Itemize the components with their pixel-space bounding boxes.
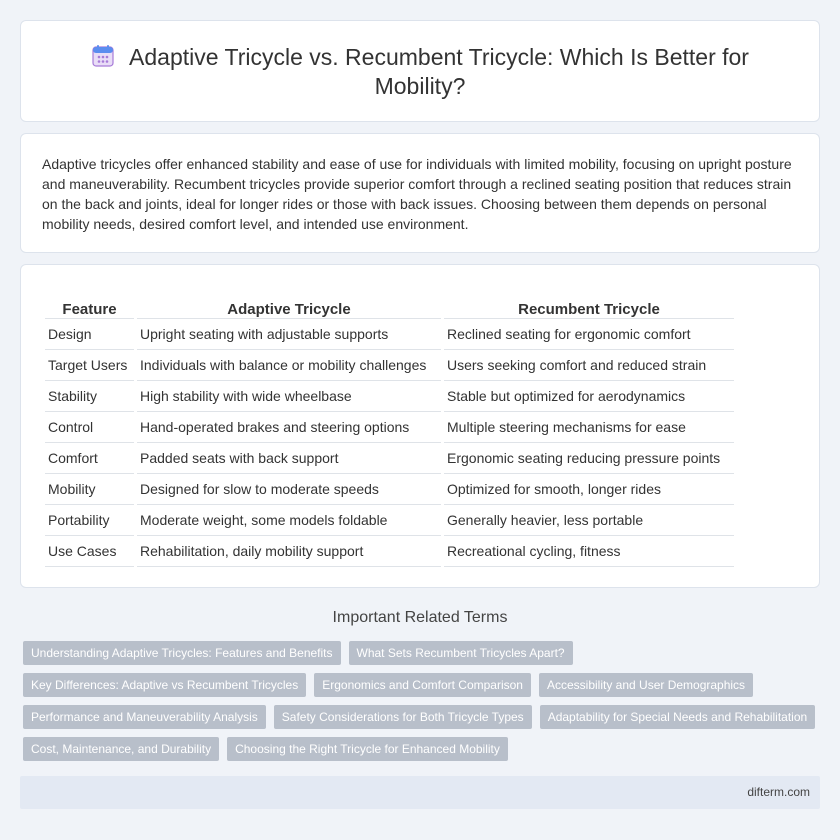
intro-card	[20, 133, 820, 253]
feature-cell: Mobility	[45, 474, 134, 505]
footer-site-link[interactable]: difterm.com	[747, 785, 810, 799]
comparison-card	[20, 264, 820, 588]
feature-cell: Target Users	[45, 350, 134, 381]
related-term-tag[interactable]: What Sets Recumbent Tricycles Apart?	[349, 641, 573, 665]
recumbent-cell: Stable but optimized for aerodynamics	[444, 381, 734, 412]
feature-cell: Control	[45, 412, 134, 443]
recumbent-cell: Generally heavier, less portable	[444, 505, 734, 536]
feature-cell: Stability	[45, 381, 134, 412]
intro-paragraph: Adaptive tricycles offer enhanced stability and ease of use for individuals with limited mobility, focusing on upright posture and maneuverability. Recumbent tricycles provide superior comfort through a reclined seating position that reduces strain on the back and joints, ideal for longer rides or those with back issues. Choosing between them depends on personal mobility needs, desired comfort level, and intended use environment.	[42, 156, 792, 232]
feature-cell: Comfort	[45, 443, 134, 474]
feature-cell: Design	[45, 319, 134, 350]
header-adaptive: Adaptive Tricycle	[137, 295, 441, 319]
recumbent-cell: Multiple steering mechanisms for ease	[444, 412, 734, 443]
related-term-tag[interactable]: Choosing the Right Tricycle for Enhanced Mobility	[227, 737, 508, 761]
adaptive-cell: Padded seats with back support	[137, 443, 441, 474]
recumbent-cell: Recreational cycling, fitness	[444, 536, 734, 567]
recumbent-cell: Optimized for smooth, longer rides	[444, 474, 734, 505]
related-term-tag[interactable]: Ergonomics and Comfort Comparison	[314, 673, 531, 697]
related-term-tag[interactable]: Adaptability for Special Needs and Rehabilitation	[540, 705, 816, 729]
related-term-tag[interactable]: Performance and Maneuverability Analysis	[23, 705, 266, 729]
title-card	[20, 20, 820, 122]
feature-cell: Use Cases	[45, 536, 134, 567]
related-term-tag[interactable]: Understanding Adaptive Tricycles: Features and Benefits	[23, 641, 341, 665]
recumbent-cell: Ergonomic seating reducing pressure points	[444, 443, 734, 474]
adaptive-cell: Rehabilitation, daily mobility support	[137, 536, 441, 567]
adaptive-cell: Upright seating with adjustable supports	[137, 319, 441, 350]
table-row	[45, 474, 734, 505]
related-term-tag[interactable]: Accessibility and User Demographics	[539, 673, 753, 697]
header-feature: Feature	[45, 295, 134, 319]
related-terms-title: Important Related Terms	[332, 609, 508, 626]
comparison-table	[42, 295, 737, 567]
calendar-icon	[91, 44, 115, 68]
recumbent-cell: Reclined seating for ergonomic comfort	[444, 319, 734, 350]
table-row	[45, 319, 734, 350]
related-term-tag[interactable]: Key Differences: Adaptive vs Recumbent Tricycles	[23, 673, 306, 697]
adaptive-cell: Moderate weight, some models foldable	[137, 505, 441, 536]
table-row	[45, 443, 734, 474]
page-title-text: Adaptive Tricycle vs. Recumbent Tricycle: Which Is Better for Mobility?	[129, 44, 749, 99]
page-title	[61, 43, 779, 101]
footer	[20, 776, 820, 809]
table-header-row	[45, 295, 734, 319]
table-row	[45, 505, 734, 536]
table-row	[45, 350, 734, 381]
adaptive-cell: Designed for slow to moderate speeds	[137, 474, 441, 505]
adaptive-cell: Hand-operated brakes and steering options	[137, 412, 441, 443]
related-term-tag[interactable]: Safety Considerations for Both Tricycle Types	[274, 705, 532, 729]
adaptive-cell: Individuals with balance or mobility challenges	[137, 350, 441, 381]
header-recumbent: Recumbent Tricycle	[444, 295, 734, 319]
related-terms-list	[23, 641, 823, 769]
table-row	[45, 381, 734, 412]
table-row	[45, 536, 734, 567]
table-row	[45, 412, 734, 443]
recumbent-cell: Users seeking comfort and reduced strain	[444, 350, 734, 381]
related-term-tag[interactable]: Cost, Maintenance, and Durability	[23, 737, 219, 761]
adaptive-cell: High stability with wide wheelbase	[137, 381, 441, 412]
feature-cell: Portability	[45, 505, 134, 536]
